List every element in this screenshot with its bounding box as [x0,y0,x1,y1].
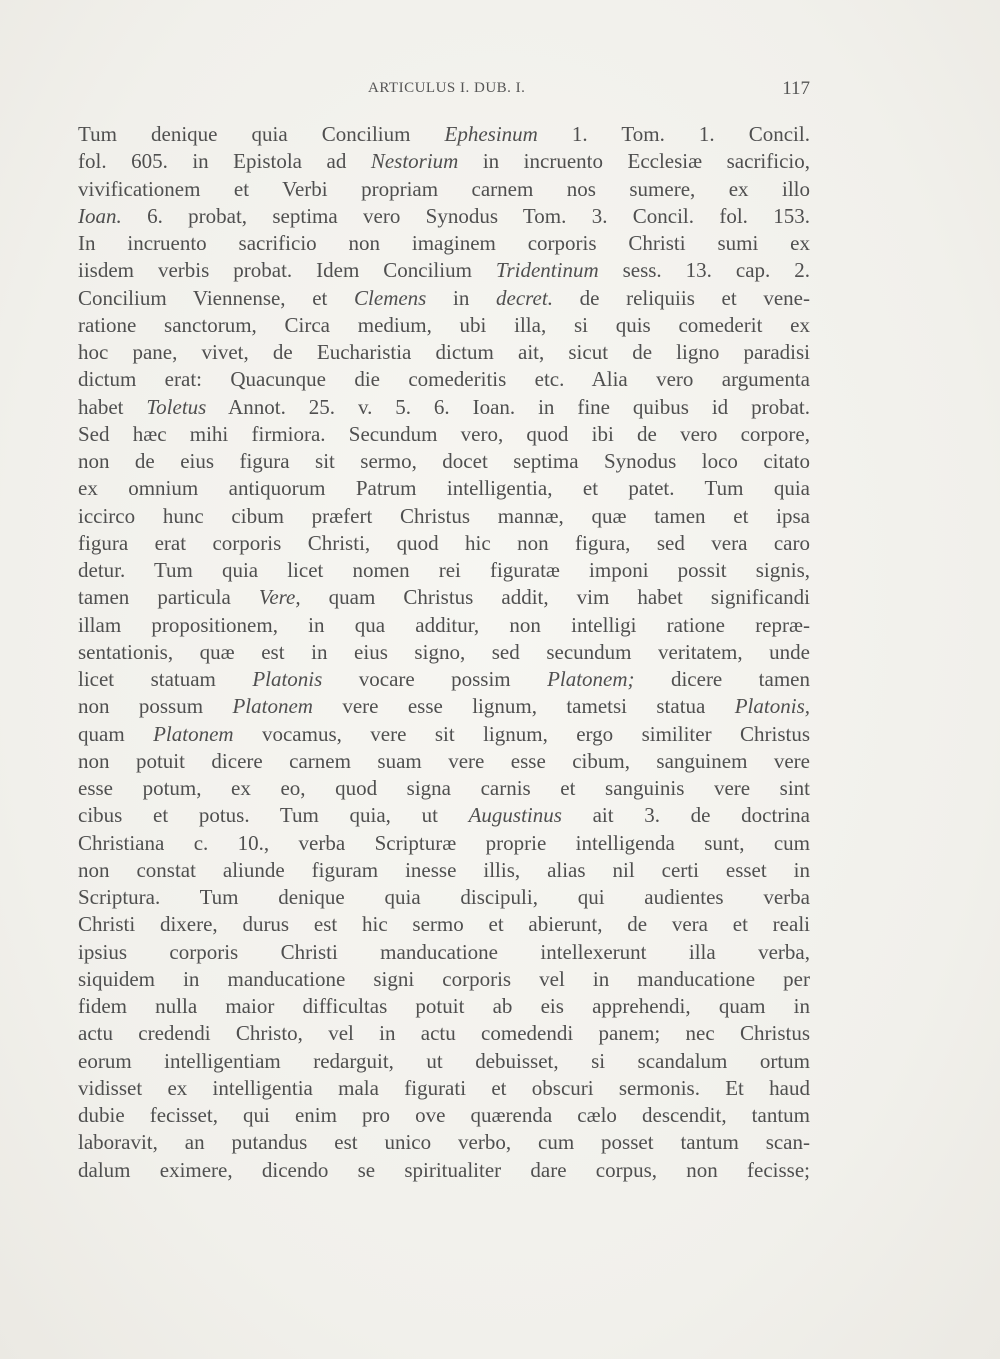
text-line [78,448,810,475]
text-segment: vere esse lignum, tametsi statua [312,694,735,719]
text-segment: sess. 13. cap. 2. [598,258,810,283]
text-line [78,1102,810,1129]
text-line [78,230,810,257]
text-segment: quam Christus addit, vim habet significandi [300,585,810,610]
text-line [78,584,810,611]
text-line [78,475,810,502]
text-segment: esse potum, ex eo, quod signa carnis et sanguinis vere sint [78,776,810,800]
text-segment: Scriptura. Tum denique quia discipuli, qui audientes verba [78,885,810,909]
text-line [78,993,810,1020]
italic-segment: Vere, [258,585,301,610]
text-segment: quam [78,721,154,746]
text-line [78,639,810,666]
text-segment: de reliquiis et vene- [552,285,810,310]
italic-segment: Clemens [354,285,427,310]
text-line [78,1075,810,1102]
italic-segment: Platonem [153,721,234,746]
text-segment: non potuit dicere carnem suam vere esse cibum, sanguinem vere [78,748,810,773]
text-line [78,176,810,203]
text-segment: Sed hæc mihi firmiora. Secundum vero, quod ibi de vero corpore, [78,421,810,446]
italic-segment: Platonem [232,694,313,719]
text-line [78,421,810,448]
text-segment: ait 3. de doctrina [561,803,810,828]
italic-segment: Platonis [252,667,323,691]
text-segment: licet statuam [78,667,253,691]
text-segment: in [426,285,496,310]
text-line [78,285,810,312]
text-line [78,394,810,421]
text-line [78,257,810,284]
text-line [78,857,810,884]
italic-segment: Toletus [146,394,207,419]
text-segment: vivificationem et Verbi propriam carnem nos sumere, ex illo [78,176,810,201]
text-line [78,366,810,393]
text-segment: hoc pane, vivet, de Eucharistia dictum ait, sicut de ligno paradisi [78,340,810,364]
italic-segment: decret. [496,285,553,310]
text-segment: dictum erat: Quacunque die comederitis etc. Alia vero argumenta [78,367,810,392]
text-line [78,121,810,148]
text-line [78,775,810,802]
text-segment: iisdem verbis probat. Idem Concilium [78,258,496,283]
text-segment: Concilium Viennense, et [78,285,355,310]
text-line [78,503,810,530]
text-segment: Christi dixere, durus est hic sermo et abierunt, de vera et reali [78,912,810,937]
text-line [78,339,810,366]
text-segment: 1. Tom. 1. Concil. [537,122,810,146]
text-line [78,203,810,230]
text-line [78,939,810,966]
italic-segment: Tridentinum [495,258,599,283]
text-segment: ex omnium antiquorum Patrum intelligentia, et patet. Tum quia [78,476,810,501]
text-line [78,530,810,557]
text-segment: detur. Tum quia licet nomen rei figuratæ imponi possit signis, [78,558,810,582]
text-segment: non de eius figura sit sermo, docet septima Synodus loco citato [78,449,810,473]
text-segment: cibus et potus. Tum quia, ut [78,803,469,828]
text-segment: ipsius corporis Christi manducatione intellexerunt illa verba, [78,939,810,964]
text-line [78,911,810,938]
text-line [78,1157,810,1184]
running-title: ARTICULUS I. DUB. I. [368,80,526,96]
italic-segment: Nestorium [370,149,459,174]
text-line [78,802,810,829]
text-segment: vocare possim [322,667,548,691]
text-segment: actu credendi Christo, vel in actu comedendi panem; nec Christus [78,1021,810,1046]
text-segment: Christiana c. 10., verba Scripturæ proprie intelligenda sunt, cum [78,830,810,855]
text-line [78,693,810,720]
text-segment: vocamus, vere sit lignum, ergo similiter Christus [233,721,811,746]
italic-segment: Ioan. [78,203,122,228]
text-segment: iccirco hunc cibum præfert Christus mannæ, quæ tamen et ipsa [78,503,810,528]
text-segment: laboravit, an putandus est unico verbo, cum posset tantum scan- [78,1130,810,1155]
text-line [78,557,810,584]
text-segment: fidem nulla maior difficultas potuit ab eis apprehendi, quam in [78,994,810,1018]
text-line [78,830,810,857]
italic-segment: Platonem; [547,667,635,691]
text-segment: illam propositionem, in qua additur, non intelligi ratione repræ- [78,612,810,637]
text-line [78,1048,810,1075]
text-segment: in incruento Ecclesiæ sacrificio, [458,149,811,174]
text-segment: fol. 605. in Epistola ad [78,149,371,174]
text-segment: vidisset ex intelligentia mala figurati et obscuri sermonis. Et haud [78,1075,810,1100]
body-text [78,121,810,1184]
text-segment: habet [78,394,147,419]
page-number: 117 [782,78,810,99]
text-segment: sentationis, quæ est in eius signo, sed secundum veritatem, unde [78,639,810,664]
text-segment: In incruento sacrificio non imaginem corporis Christi sumi ex [78,231,810,255]
running-head [78,78,810,102]
text-line [78,148,810,175]
text-segment: dicere tamen [634,667,810,691]
text-line [78,312,810,339]
text-segment: 6. probat, septima vero Synodus Tom. 3. Concil. fol. 153. [121,203,810,228]
text-segment: siquidem in manducatione signi corporis vel in manducatione per [78,966,810,991]
text-line [78,612,810,639]
italic-segment: Augustinus [468,803,562,828]
text-segment: dalum eximere, dicendo se spiritualiter dare corpus, non fecisse; [78,1157,810,1182]
text-segment: Tum denique quia Concilium [78,122,445,146]
text-segment: figura erat corporis Christi, quod hic non figura, sed vera caro [78,530,810,555]
text-segment: tamen particula [78,585,259,610]
text-line [78,721,810,748]
text-segment: non possum [78,694,233,719]
text-segment: Annot. 25. v. 5. 6. Ioan. in fine quibus id probat. [206,394,810,419]
text-segment: dubie fecisset, qui enim pro ove quærenda cælo descendit, tantum [78,1103,810,1127]
italic-segment: Ephesinum [444,122,538,146]
text-segment: ratione sanctorum, Circa medium, ubi illa, si quis comederit ex [78,312,810,337]
text-line [78,1020,810,1047]
text-segment: non constat aliunde figuram inesse illis, alias nil certi esset in [78,857,810,882]
text-segment: eorum intelligentiam redarguit, ut debuisset, si scandalum ortum [78,1048,810,1073]
text-line [78,966,810,993]
text-line [78,666,810,693]
text-line [78,884,810,911]
text-line [78,748,810,775]
italic-segment: Platonis, [734,694,810,719]
text-line [78,1129,810,1156]
